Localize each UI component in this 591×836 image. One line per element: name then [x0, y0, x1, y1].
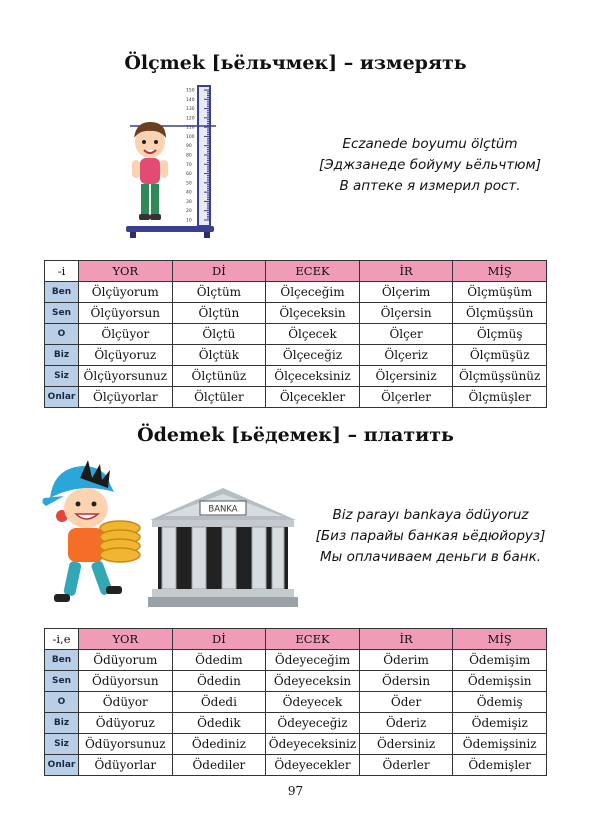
ruler-tick-label: 50	[186, 181, 192, 187]
table-cell: Ödüyorum	[79, 650, 173, 671]
pronoun-cell: Sen	[45, 303, 79, 324]
ruler-tick-label: 140	[186, 97, 195, 103]
table-cell: Ölçtüm	[172, 282, 266, 303]
table-cell: Öderler	[359, 755, 453, 776]
tense-header: ECEK	[266, 629, 360, 650]
ruler-tick-label: 40	[186, 190, 192, 196]
table-cell: Ölçmüşüz	[453, 345, 547, 366]
table-cell: Ödemişsiniz	[453, 734, 547, 755]
ruler-tick-label: 30	[186, 199, 192, 205]
table-header-row	[45, 629, 547, 650]
table-cell: Ölçtük	[172, 345, 266, 366]
table-cell: Ölçeceksin	[266, 303, 360, 324]
tense-header: İR	[359, 261, 453, 282]
pronoun-cell: O	[45, 692, 79, 713]
table-row	[45, 692, 547, 713]
ruler-tick-label: 70	[186, 162, 192, 168]
example-turkish: Eczanede boyumu ölçtüm	[342, 136, 518, 152]
table-cell: Ölçerim	[359, 282, 453, 303]
table-cell: Ödeyecek	[266, 692, 360, 713]
example-russian: В аптеке я измерил рост.	[339, 178, 521, 194]
ruler-tick-label: 20	[186, 209, 192, 215]
table-cell: Ödeyeceğiz	[266, 713, 360, 734]
table-row	[45, 282, 547, 303]
pronoun-cell: Siz	[45, 366, 79, 387]
tense-header: ECEK	[266, 261, 360, 282]
table-cell: Ölçeceksiniz	[266, 366, 360, 387]
table-cell: Ödemişim	[453, 650, 547, 671]
table-cell: Ölçmüşler	[453, 387, 547, 408]
table-cell: Ödediniz	[172, 734, 266, 755]
table-cell: Ödemişiz	[453, 713, 547, 734]
pronoun-cell: Ben	[45, 282, 79, 303]
table-row	[45, 366, 547, 387]
table-cell: Ölçtüler	[172, 387, 266, 408]
page-number: 97	[287, 784, 304, 798]
table-header-row	[45, 261, 547, 282]
table-row	[45, 671, 547, 692]
table-cell: Öder	[359, 692, 453, 713]
bank-building-illustration	[148, 486, 298, 610]
table-cell: Ödersin	[359, 671, 453, 692]
table-cell: Ödemiş	[453, 692, 547, 713]
boy-with-coins-illustration	[40, 458, 150, 608]
table-cell: Ölçüyoruz	[79, 345, 173, 366]
section1-title: Ölçmek [ьёльчмек] – измерять	[124, 52, 467, 74]
table-cell: Ödeyecekler	[266, 755, 360, 776]
table-cell: Ödemişsin	[453, 671, 547, 692]
pronoun-cell: Ben	[45, 650, 79, 671]
example-turkish: Biz parayı bankaya ödüyoruz	[332, 507, 529, 523]
table-cell: Ödedim	[172, 650, 266, 671]
table-cell: Ölçecekler	[266, 387, 360, 408]
tense-header: YOR	[79, 261, 173, 282]
tense-header: MİŞ	[453, 261, 547, 282]
table-cell: Ölçeceğiz	[266, 345, 360, 366]
ruler-tick-label: 130	[186, 107, 195, 113]
table-cell: Ödüyoruz	[79, 713, 173, 734]
table-row	[45, 387, 547, 408]
example-russian: Мы оплачиваем деньги в банк.	[319, 549, 542, 565]
table-cell: Ödersiniz	[359, 734, 453, 755]
table-cell: Ölçüyorum	[79, 282, 173, 303]
table-cell: Ödedik	[172, 713, 266, 734]
table-cell: Ödedin	[172, 671, 266, 692]
ruler-tick-label: 60	[186, 172, 192, 178]
section2-title: Ödemek [ьёдемек] – платить	[137, 424, 454, 446]
table-row	[45, 345, 547, 366]
table-cell: Ölçmüşüm	[453, 282, 547, 303]
table-cell: Ödeyeceksin	[266, 671, 360, 692]
tense-header: İR	[359, 629, 453, 650]
table-cell: Ödemişler	[453, 755, 547, 776]
pronoun-cell: Onlar	[45, 755, 79, 776]
table-row	[45, 713, 547, 734]
pronoun-cell: O	[45, 324, 79, 345]
ruler-tick-label: 10	[186, 218, 192, 224]
pronoun-cell: Biz	[45, 345, 79, 366]
bank-sign-text: BANKA	[208, 504, 238, 515]
pronoun-cell: Siz	[45, 734, 79, 755]
table-cell: Ölçüyorsun	[79, 303, 173, 324]
pronoun-cell: Biz	[45, 713, 79, 734]
table-cell: Ölçeriz	[359, 345, 453, 366]
tense-header: Dİ	[172, 629, 266, 650]
table-cell: Ölçmüş	[453, 324, 547, 345]
table-row	[45, 734, 547, 755]
pronoun-cell: Onlar	[45, 387, 79, 408]
table-cell: Ödediler	[172, 755, 266, 776]
example-transcription: [Эджзанеде бойуму ьёльчтюм]	[318, 157, 542, 173]
ruler-tick-label: 80	[186, 153, 192, 159]
table-cell: Ölçerler	[359, 387, 453, 408]
table-cell: Ödüyorlar	[79, 755, 173, 776]
table-cell: Ölçersiniz	[359, 366, 453, 387]
pronoun-cell: Sen	[45, 671, 79, 692]
conjugation-table-odemek	[44, 628, 547, 776]
table-cell: Ölçer	[359, 324, 453, 345]
conjugation-table-olcmek	[44, 260, 547, 408]
table-cell: Ödüyorsunuz	[79, 734, 173, 755]
table-cell: Ölçtü	[172, 324, 266, 345]
table-cell: Ödüyor	[79, 692, 173, 713]
table-cell: Ödüyorsun	[79, 671, 173, 692]
table-cell: Ödeyeceğim	[266, 650, 360, 671]
section1-example	[300, 134, 560, 197]
table-cell: Ölçecek	[266, 324, 360, 345]
tense-header: MİŞ	[453, 629, 547, 650]
ruler-tick-label: 90	[186, 144, 192, 150]
table-cell: Ölçersin	[359, 303, 453, 324]
table-cell: Ölçüyorsunuz	[79, 366, 173, 387]
table-cell: Ödeyeceksiniz	[266, 734, 360, 755]
suffix-corner-cell: -i,e	[45, 629, 79, 650]
tense-header: Dİ	[172, 261, 266, 282]
table-cell: Ölçmüşsün	[453, 303, 547, 324]
tense-header: YOR	[79, 629, 173, 650]
example-transcription: [Биз парайы банкая ьёдюйоруз]	[315, 528, 546, 544]
child-measuring-height-illustration	[120, 84, 230, 244]
table-cell: Ölçüyorlar	[79, 387, 173, 408]
table-cell: Ölçtünüz	[172, 366, 266, 387]
table-row	[45, 755, 547, 776]
ruler-tick-label: 100	[186, 134, 195, 140]
table-cell: Ölçeceğim	[266, 282, 360, 303]
ruler-tick-label: 150	[186, 88, 195, 94]
section2-example	[298, 505, 563, 568]
table-cell: Ödedi	[172, 692, 266, 713]
ruler-tick-label: 110	[186, 125, 195, 131]
table-cell: Ölçmüşsünüz	[453, 366, 547, 387]
table-cell: Öderiz	[359, 713, 453, 734]
suffix-corner-cell: -i	[45, 261, 79, 282]
table-cell: Ölçüyor	[79, 324, 173, 345]
table-cell: Öderim	[359, 650, 453, 671]
table-row	[45, 303, 547, 324]
table-cell: Ölçtün	[172, 303, 266, 324]
ruler-tick-label: 120	[186, 116, 195, 122]
table-row	[45, 650, 547, 671]
table-row	[45, 324, 547, 345]
